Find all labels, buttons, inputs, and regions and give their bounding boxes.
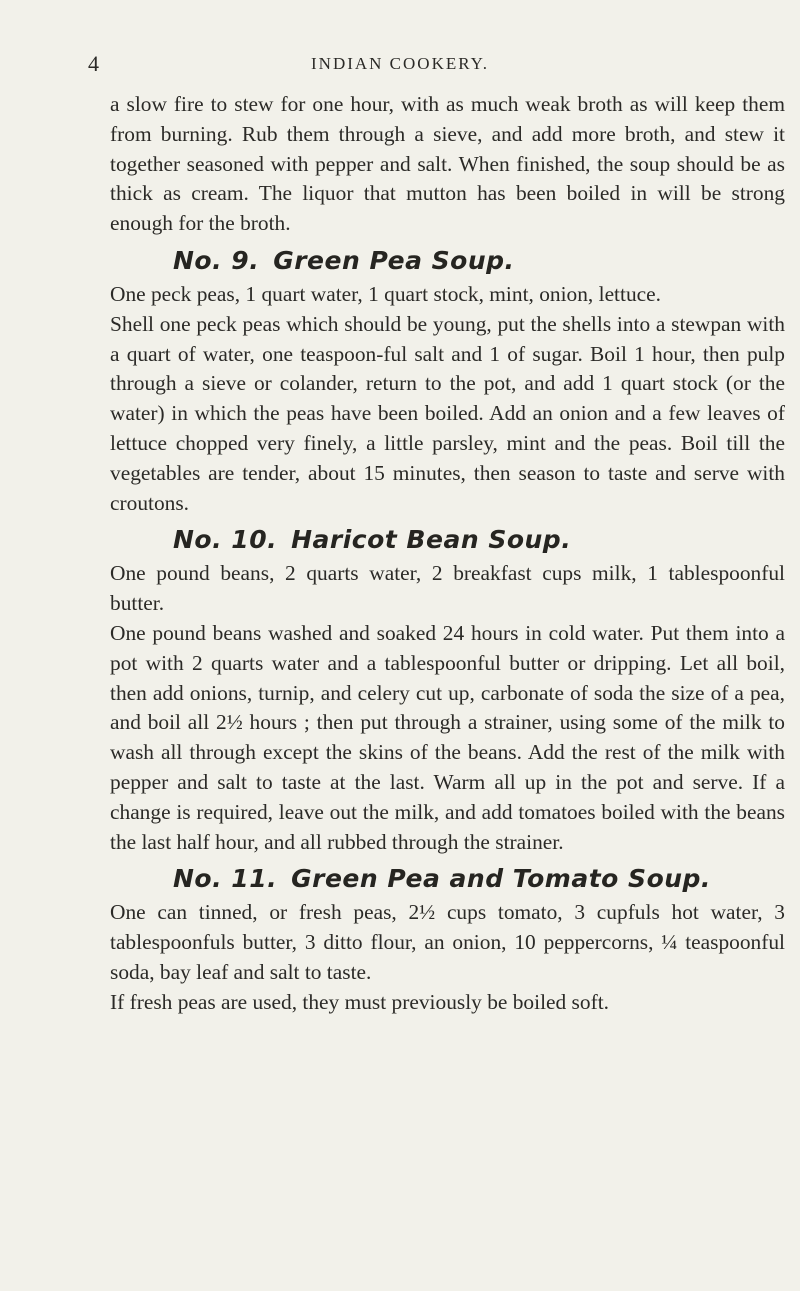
page-number: 4 [88, 51, 99, 76]
recipe-number: No. 11. [173, 864, 278, 894]
recipe-ingredients: One can tinned, or fresh peas, 2½ cups tomato, 3 cupfuls hot water, 3 tablespoonfuls butter, 3 ditto flour, an onion, 10 peppercorns, ¼ teaspoonful soda, bay leaf and salt to taste. [110, 900, 785, 984]
recipe-heading-11 [110, 860, 785, 898]
recipe-number: No. 9. [173, 245, 260, 275]
recipe-title: Green Pea and Tomato Soup. [291, 864, 711, 894]
recipe-heading-9 [110, 242, 785, 280]
recipe-title: Green Pea Soup. [273, 245, 515, 275]
recipe-title: Haricot Bean Soup. [291, 525, 572, 555]
recipe-method: Shell one peck peas which should be young, put the shells into a stewpan with a quart of water, one teaspoon-ful salt and 1 of sugar. Boil 1 hour, then pulp through a sieve or colander, return to the pot, and add 1 quart stock (or the water) in which the peas have been boiled. Add an onion and a few leaves of lettuce chopped very finely, a little parsley, mint and the peas. Boil till the vegetables are tender, about 15 minutes, then season to taste and serve with croutons. [110, 311, 785, 515]
page-header [0, 52, 800, 76]
body-text [110, 90, 785, 1018]
recipe-ingredients: One pound beans, 2 quarts water, 2 breakfast cups milk, 1 tablespoonful butter. [110, 561, 785, 616]
recipe-method: If fresh peas are used, they must previously be boiled soft. [110, 989, 609, 1014]
recipe-heading-10 [110, 521, 785, 559]
recipe-number: No. 10. [173, 525, 278, 555]
running-head: INDIAN COOKERY. [311, 54, 489, 73]
intro-paragraph: a slow fire to stew for one hour, with as much weak broth as will keep them from burning. Rub them through a sieve, and add more broth, and stew it together seasoned with pepper and salt. When finished, the soup should be as thick as cream. The liquor that mutton has been boiled in will be strong enough for the broth. [110, 92, 785, 236]
recipe-method: One pound beans washed and soaked 24 hours in cold water. Put them into a pot with 2 quarts water and a tablespoonful butter or dripping. Let all boil, then add onions, turnip, and celery cut up, carbonate of soda the size of a pea, and boil all 2½ hours ; then put through a strainer, using some of the milk to wash all through except the skins of the beans. Add the rest of the milk with pepper and salt to taste at the last. Warm all up in the pot and serve. If a change is required, leave out the milk, and add tomatoes boiled with the beans the last half hour, and all rubbed through the strainer. [110, 620, 785, 854]
recipe-ingredients: One peck peas, 1 quart water, 1 quart stock, mint, onion, lettuce. [110, 281, 661, 306]
